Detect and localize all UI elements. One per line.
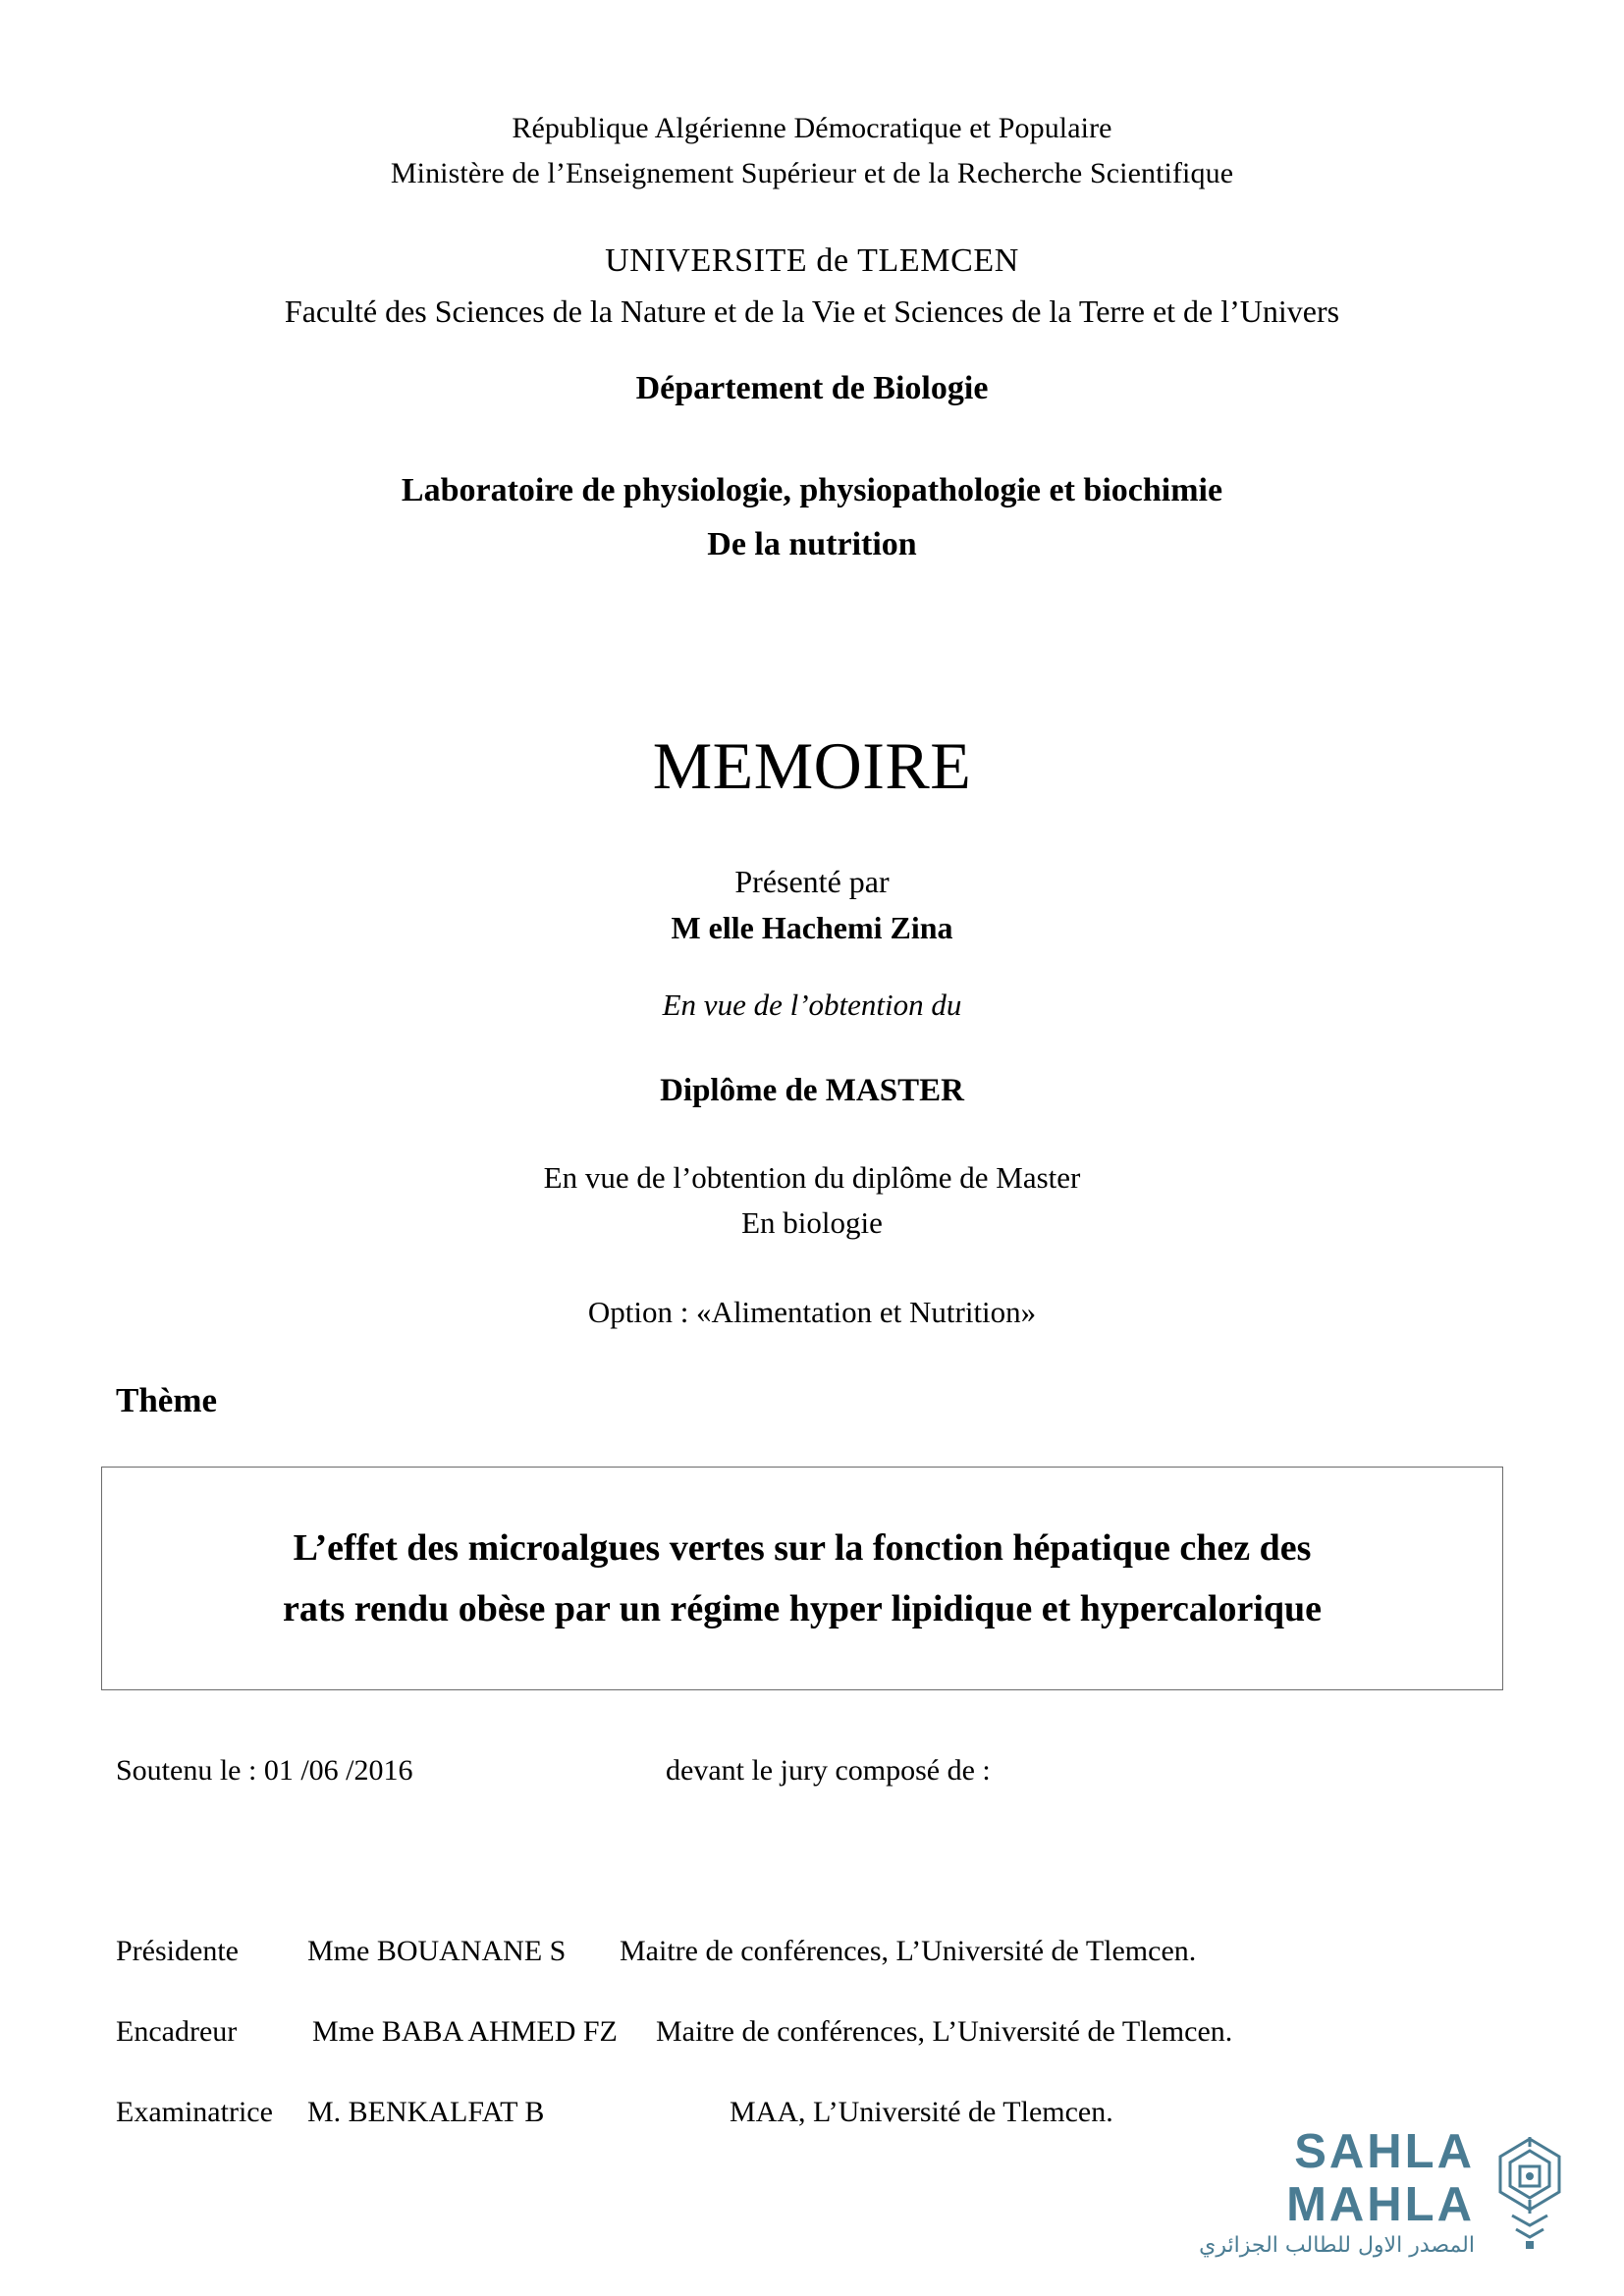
header-line-republic: République Algérienne Démocratique et Populaire — [512, 112, 1112, 144]
author-name: M elle Hachemi Zina — [671, 910, 953, 945]
jury-row — [116, 2011, 1510, 2053]
jury-grade: Maitre de conférences, L’Université de Tlemcen. — [656, 2015, 1233, 2048]
jury-role: Examinatrice — [116, 2096, 273, 2128]
university-block — [0, 236, 1624, 336]
theme-heading: Thème — [116, 1381, 218, 1419]
degree-detail-block — [0, 1155, 1624, 1246]
degree-detail-line-1: En vue de l’obtention du diplôme de Master — [543, 1160, 1081, 1195]
laboratory-block — [0, 463, 1624, 571]
theme-title — [257, 1518, 1347, 1639]
laboratory-line-1: Laboratoire de physiologie, physiopathologie et biochimie — [401, 472, 1223, 508]
university-name: UNIVERSITE de TLEMCEN — [605, 242, 1019, 279]
national-header — [0, 106, 1624, 196]
presented-by-label: Présenté par — [734, 864, 890, 899]
faculty-name: Faculté des Sciences de la Nature et de la Vie et Sciences de la Terre et de l’Univers — [284, 294, 1340, 329]
jury-intro-label: devant le jury composé de : — [666, 1754, 991, 1787]
watermark-subtitle: المصدر الاول للطالب الجزائري — [1199, 2232, 1475, 2258]
jury-row — [116, 2092, 1510, 2133]
defense-row — [116, 1751, 1392, 1790]
degree-title: Diplôme de MASTER — [660, 1073, 964, 1108]
watermark-title: SAHLA MAHLA — [1286, 2124, 1475, 2231]
in-view-of-label: En vue de l’obtention du — [662, 988, 962, 1022]
jury-grade: MAA, L’Université de Tlemcen. — [730, 2096, 1113, 2128]
jury-name: M. BENKALFAT B — [307, 2096, 545, 2128]
jury-name: Mme BOUANANE S — [307, 1935, 567, 1967]
department-name: Département de Biologie — [635, 370, 989, 406]
option-line: Option : «Alimentation et Nutrition» — [587, 1295, 1037, 1329]
theme-box — [101, 1467, 1503, 1690]
presented-by-block — [0, 859, 1624, 951]
jury-name: Mme BABA AHMED FZ — [312, 2015, 618, 2048]
jury-list — [116, 1931, 1510, 2172]
jury-role: Encadreur — [116, 2015, 238, 2048]
jury-role: Présidente — [116, 1935, 239, 1967]
header-line-ministry: Ministère de l’Enseignement Supérieur et de la Recherche Scientifique — [390, 157, 1234, 189]
degree-detail-line-2: En biologie — [741, 1205, 883, 1240]
jury-row — [116, 1931, 1510, 1972]
defense-date: Soutenu le : 01 /06 /2016 — [116, 1754, 413, 1787]
theme-title-line-1: L’effet des microalgues vertes sur la fonction hépatique chez des — [293, 1527, 1312, 1569]
laboratory-line-2: De la nutrition — [707, 526, 917, 562]
theme-title-line-2: rats rendu obèse par un régime hyper lipidique et hypercalorique — [282, 1588, 1323, 1629]
jury-grade: Maitre de conférences, L’Université de Tlemcen. — [620, 1935, 1197, 1967]
memoire-title: MEMOIRE — [652, 728, 972, 803]
